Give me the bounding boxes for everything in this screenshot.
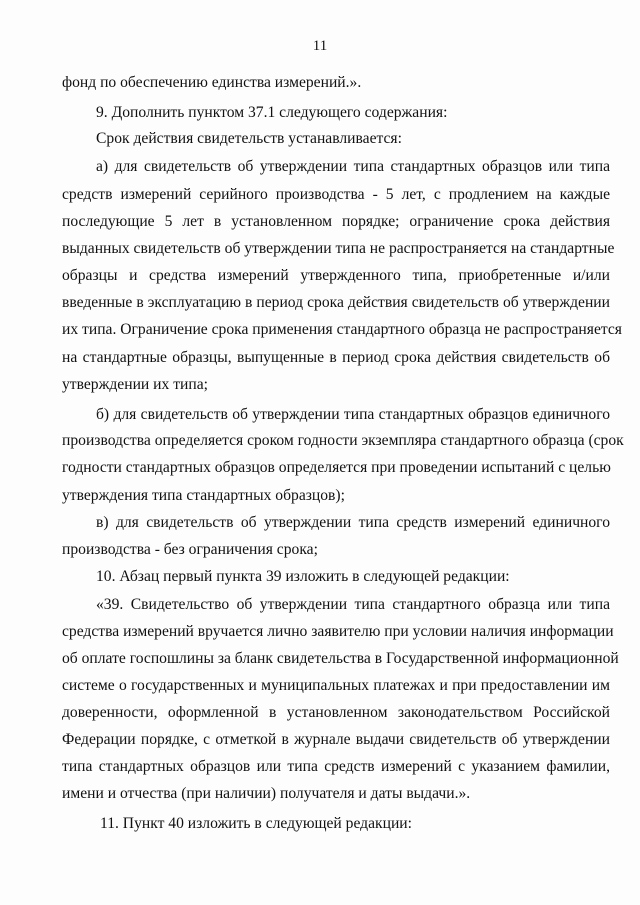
- text-line: имени и отчества (при наличии) получателя и даты выдачи.».: [62, 785, 471, 802]
- text-line: доверенности, оформленной в установленном законодательством Российской: [62, 704, 610, 721]
- text-line: в) для свидетельств об утверждении типа средств измерений единичного: [96, 514, 610, 531]
- text-line: производства - без ограничения срока;: [62, 541, 318, 558]
- text-line: 9. Дополнить пунктом 37.1 следующего содержания:: [96, 104, 448, 121]
- text-line: 11. Пункт 40 изложить в следующей редакции:: [100, 815, 412, 832]
- text-line: выданных свидетельств об утверждении типа не распространяется на стандартные: [62, 240, 615, 257]
- text-line: типа стандартных образцов или типа средств измерений с указанием фамилии,: [62, 758, 610, 775]
- text-line: на стандартные образцы, выпущенные в период срока действия свидетельств об: [62, 349, 610, 366]
- text-line: утверждении их типа;: [62, 376, 208, 393]
- text-line: последующие 5 лет в установленном порядке; ограничение срока действия: [62, 213, 610, 230]
- text-line: Срок действия свидетельств устанавливается:: [96, 130, 402, 147]
- text-line: а) для свидетельств об утверждении типа стандартных образцов или типа: [96, 158, 610, 175]
- text-line: 10. Абзац первый пункта 39 изложить в следующей редакции:: [96, 568, 510, 585]
- text-line: годности стандартных образцов определяется при проведении испытаний с целью: [62, 459, 611, 476]
- text-line: средств измерений серийного производства - 5 лет, с продлением на каждые: [62, 186, 610, 203]
- text-line: их типа. Ограничение срока применения стандартного образца не распространяется: [62, 321, 622, 338]
- text-line: об оплате госпошлины за бланк свидетельства в Государственной информационной: [62, 650, 619, 667]
- page-number: 11: [312, 38, 328, 54]
- text-line: средства измерений вручается лично заявителю при условии наличия информации: [62, 623, 614, 640]
- text-line: «39. Свидетельство об утверждении типа стандартного образца или типа: [96, 596, 610, 613]
- text-line: утверждения типа стандартных образцов);: [62, 487, 345, 504]
- text-line: производства определяется сроком годности экземпляра стандартного образца (срок: [62, 432, 624, 449]
- text-line: Федерации порядке, с отметкой в журнале выдачи свидетельств об утверждении: [62, 731, 610, 748]
- text-line: образцы и средства измерений утвержденного типа, приобретенные и/или: [62, 267, 610, 284]
- text-line: системе о государственных и муниципальных платежах и при предоставлении им: [62, 677, 610, 694]
- text-line: фонд по обеспечению единства измерений.».: [62, 74, 362, 91]
- text-line: б) для свидетельств об утверждении типа стандартных образцов единичного: [96, 406, 610, 423]
- text-line: введенные в эксплуатацию в период срока действия свидетельств об утверждении: [62, 294, 610, 311]
